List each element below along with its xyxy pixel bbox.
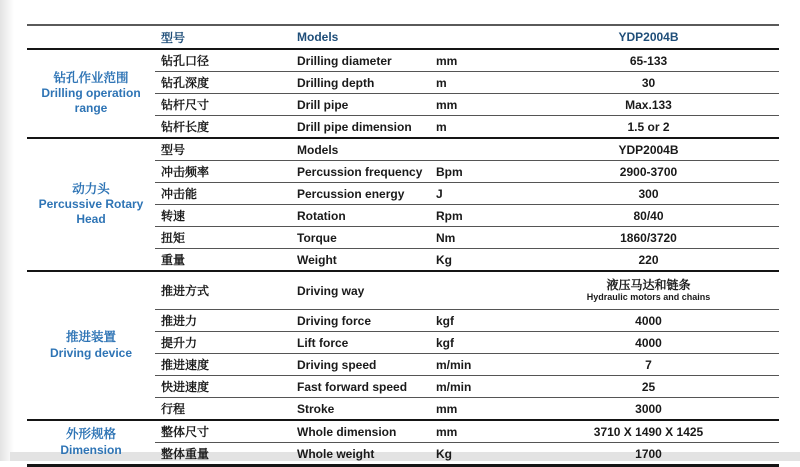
- value-cell: 65-133: [518, 49, 779, 72]
- category-cell: [27, 49, 155, 138]
- param-label-en: Driving force: [291, 310, 430, 332]
- value-cell: 3000: [518, 398, 779, 421]
- unit-cell: m: [430, 116, 518, 139]
- value-cell: 2900-3700: [518, 161, 779, 183]
- header-label-zh: 型号: [155, 25, 291, 49]
- param-label-en: Drilling depth: [291, 72, 430, 94]
- value-cell: 1700: [518, 443, 779, 466]
- param-label-zh: 钻孔深度: [155, 72, 291, 94]
- header-unit-cell: [430, 25, 518, 49]
- param-label-zh: 转速: [155, 205, 291, 227]
- category-label-en: Driving device: [49, 345, 133, 360]
- param-label-zh: 钻杆长度: [155, 116, 291, 139]
- header-category-cell: [27, 25, 155, 49]
- unit-cell: mm: [430, 398, 518, 421]
- unit-cell: Bpm: [430, 161, 518, 183]
- category-label-zh: 动力头: [72, 181, 110, 196]
- param-label-zh: 钻杆尺寸: [155, 94, 291, 116]
- param-label-en: Torque: [291, 227, 430, 249]
- param-label-en: Whole dimension: [291, 420, 430, 443]
- page-edge-left: [0, 0, 14, 461]
- unit-cell: Nm: [430, 227, 518, 249]
- param-label-zh: 型号: [155, 138, 291, 161]
- param-label-zh: 钻孔口径: [155, 49, 291, 72]
- unit-cell: kgf: [430, 332, 518, 354]
- param-label-zh: 推进方式: [155, 271, 291, 310]
- category-label-en: Dimension: [60, 442, 122, 457]
- param-label-en: Rotation: [291, 205, 430, 227]
- param-label-zh: 整体尺寸: [155, 420, 291, 443]
- param-label-en: Driving way: [291, 271, 430, 310]
- param-label-zh: 冲击频率: [155, 161, 291, 183]
- category-label-en: Percussive Rotary Head: [38, 197, 144, 227]
- unit-cell: [430, 271, 518, 310]
- param-label-zh: 整体重量: [155, 443, 291, 466]
- category-label-zh: 外形规格: [65, 427, 116, 442]
- unit-cell: [430, 138, 518, 161]
- spec-table: [27, 24, 779, 467]
- value-cell: 30: [518, 72, 779, 94]
- unit-cell: Kg: [430, 249, 518, 272]
- param-label-zh: 提升力: [155, 332, 291, 354]
- param-label-zh: 快进速度: [155, 376, 291, 398]
- value-cell: 4000: [518, 310, 779, 332]
- param-label-en: Driving speed: [291, 354, 430, 376]
- spec-row: [27, 49, 779, 72]
- unit-cell: m/min: [430, 354, 518, 376]
- unit-cell: Kg: [430, 443, 518, 466]
- param-label-en: Drill pipe dimension: [291, 116, 430, 139]
- param-label-zh: 推进速度: [155, 354, 291, 376]
- category-cell: [27, 420, 155, 466]
- value-cell: YDP2004B: [518, 138, 779, 161]
- param-label-en: Percussion energy: [291, 183, 430, 205]
- value-cell: 25: [518, 376, 779, 398]
- value-main: 液压马达和链条: [606, 277, 691, 292]
- value-cell: 7: [518, 354, 779, 376]
- spec-row: [27, 420, 779, 443]
- spec-row: [27, 138, 779, 161]
- value-cell: 4000: [518, 332, 779, 354]
- param-label-en: Models: [291, 138, 430, 161]
- param-label-zh: 推进力: [155, 310, 291, 332]
- param-label-en: Drilling diameter: [291, 49, 430, 72]
- unit-cell: mm: [430, 420, 518, 443]
- unit-cell: J: [430, 183, 518, 205]
- param-label-en: Fast forward speed: [291, 376, 430, 398]
- category-cell: [27, 138, 155, 271]
- category-cell: [27, 271, 155, 420]
- header-label-en: Models: [291, 25, 430, 49]
- param-label-en: Drill pipe: [291, 94, 430, 116]
- value-cell: Max.133: [518, 94, 779, 116]
- value-cell: 220: [518, 249, 779, 272]
- param-label-zh: 行程: [155, 398, 291, 421]
- value-cell: 80/40: [518, 205, 779, 227]
- spec-table-body: [27, 25, 779, 466]
- unit-cell: m/min: [430, 376, 518, 398]
- unit-cell: kgf: [430, 310, 518, 332]
- value-cell: 1860/3720: [518, 227, 779, 249]
- category-label-zh: 推进装置: [65, 330, 116, 345]
- spec-row: [27, 271, 779, 310]
- spec-header-row: [27, 25, 779, 49]
- value-sub: Hydraulic motors and chains: [586, 292, 711, 303]
- param-label-zh: 冲击能: [155, 183, 291, 205]
- value-cell: 1.5 or 2: [518, 116, 779, 139]
- param-label-en: Lift force: [291, 332, 430, 354]
- unit-cell: m: [430, 72, 518, 94]
- category-label-zh: 钻孔作业范围: [53, 70, 129, 85]
- param-label-en: Whole weight: [291, 443, 430, 466]
- param-label-en: Weight: [291, 249, 430, 272]
- param-label-en: Stroke: [291, 398, 430, 421]
- unit-cell: mm: [430, 49, 518, 72]
- category-label-en: Drilling operation range: [41, 86, 141, 116]
- value-cell: [518, 271, 779, 310]
- unit-cell: mm: [430, 94, 518, 116]
- header-model-value: YDP2004B: [518, 25, 779, 49]
- param-label-en: Percussion frequency: [291, 161, 430, 183]
- value-cell: 3710 X 1490 X 1425: [518, 420, 779, 443]
- param-label-zh: 重量: [155, 249, 291, 272]
- value-cell: 300: [518, 183, 779, 205]
- param-label-zh: 扭矩: [155, 227, 291, 249]
- unit-cell: Rpm: [430, 205, 518, 227]
